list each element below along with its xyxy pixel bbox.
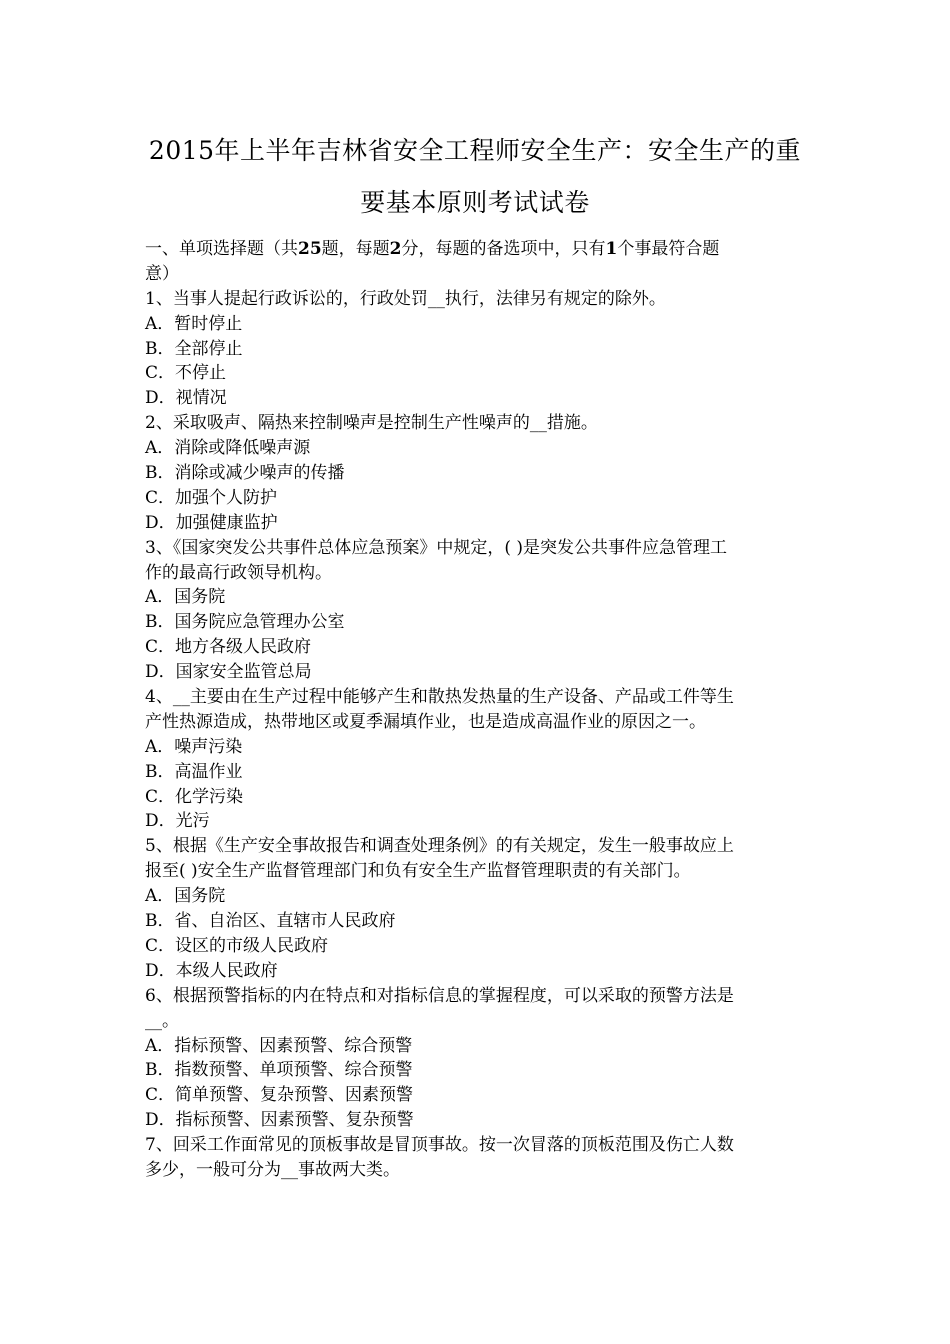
section-heading-continued: 意） (145, 263, 179, 284)
correct-option-count: 1 (605, 239, 618, 259)
question-text: 5、根据《生产安全事故报告和调查处理条例》的有关规定，发生一般事故应上 (145, 836, 734, 857)
answer-option: A．指标预警、因素预警、综合预警 (145, 1035, 413, 1056)
answer-option: C．加强个人防护 (145, 487, 278, 508)
answer-option: C．设区的市级人民政府 (145, 935, 329, 956)
answer-option: A．国务院 (145, 886, 226, 907)
answer-option: B．指数预警、单项预警、综合预警 (145, 1060, 413, 1081)
answer-option: D．本级人民政府 (145, 960, 278, 981)
answer-option: C．地方各级人民政府 (145, 637, 312, 658)
answer-option: A．国务院 (145, 587, 226, 608)
answer-option: C．简单预警、复杂预警、因素预警 (145, 1085, 414, 1106)
question-text: 3、《国家突发公共事件总体应急预案》中规定，( )是突发公共事件应急管理工 (145, 537, 727, 558)
section-heading (145, 237, 817, 262)
question-text: 作的最高行政领导机构。 (145, 562, 332, 583)
question-text: 7、回采工作面常见的顶板事故是冒顶事故。按一次冒落的顶板范围及伤亡人数 (145, 1135, 734, 1156)
question-list (145, 287, 817, 1183)
section-heading-text: 一、单项选择题（共 (145, 239, 298, 259)
document-body (145, 237, 817, 1183)
points-per-question: 2 (389, 239, 402, 259)
section-heading-text: 题，每题 (321, 239, 390, 259)
answer-option: A．消除或降低噪声源 (145, 438, 311, 459)
document-title-line-2: 要基本原则考试试卷 (360, 188, 590, 217)
answer-option: B．国务院应急管理办公室 (145, 612, 345, 633)
question-text: __。 (145, 1010, 179, 1031)
answer-option: A．噪声污染 (145, 736, 243, 757)
question-text: 6、根据预警指标的内在特点和对指标信息的掌握程度，可以采取的预警方法是 (145, 985, 734, 1006)
question-text: 多少，一般可分为__事故两大类。 (145, 1159, 400, 1180)
answer-option: D．视情况 (145, 388, 227, 409)
answer-option: A．暂时停止 (145, 313, 243, 334)
question-text: 报至( )安全生产监督管理部门和负有安全生产监督管理职责的有关部门。 (145, 861, 691, 882)
answer-option: D．指标预警、因素预警、复杂预警 (145, 1110, 414, 1131)
question-text: 4、__主要由在生产过程中能够产生和散热发热量的生产设备、产品或工件等生 (145, 687, 734, 708)
question-text: 1、当事人提起行政诉讼的，行政处罚__执行，法律另有规定的除外。 (145, 288, 666, 309)
answer-option: D．光污 (145, 811, 210, 832)
answer-option: B．高温作业 (145, 761, 243, 782)
answer-option: D．国家安全监管总局 (145, 662, 312, 683)
question-text: 产性热源造成，热带地区或夏季漏填作业，也是造成高温作业的原因之一。 (145, 711, 706, 732)
answer-option: B．全部停止 (145, 338, 243, 359)
section-heading-text: 分，每题的备选项中，只有 (401, 239, 606, 259)
answer-option: B．省、自治区、直辖市人民政府 (145, 911, 396, 932)
answer-option: C．不停止 (145, 363, 227, 384)
answer-option: B．消除或减少噪声的传播 (145, 463, 345, 484)
question-count: 25 (298, 239, 322, 259)
section-heading-text: 个事最符合题 (617, 239, 720, 259)
answer-option: D．加强健康监护 (145, 512, 278, 533)
document-title-line-1: 2015年上半年吉林省安全工程师安全生产：安全生产的重 (148, 136, 802, 165)
answer-option: C．化学污染 (145, 786, 244, 807)
question-text: 2、采取吸声、隔热来控制噪声是控制生产性噪声的__措施。 (145, 413, 598, 434)
